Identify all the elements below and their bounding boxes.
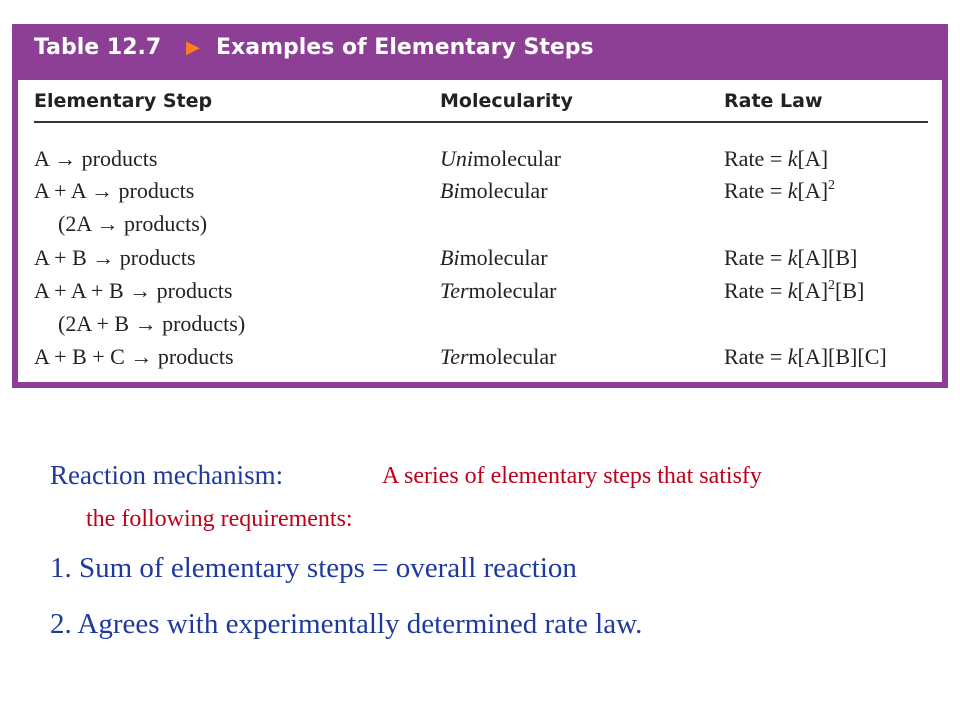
- step-cell: A → products: [34, 146, 158, 171]
- table-label: Table 12.7: [34, 35, 162, 60]
- column-header-rate-law: Rate Law: [724, 90, 823, 112]
- step-cell: A + A → products: [34, 178, 195, 203]
- header-divider: [34, 121, 928, 123]
- elementary-steps-table: [12, 24, 948, 388]
- rate-law-cell: Rate = k[A][B]: [724, 245, 858, 270]
- column-header-molecularity: Molecularity: [440, 90, 573, 112]
- molecularity-cell: Bimolecular: [440, 245, 548, 270]
- molecularity-cell: Termolecular: [440, 278, 557, 303]
- step-cell: A + A + B → products: [34, 278, 233, 303]
- rate-law-cell: Rate = k[A][B][C]: [724, 344, 887, 369]
- molecularity-cell: Unimolecular: [440, 146, 561, 171]
- rate-law-cell: Rate = $k[A]^2[B]$: [724, 278, 865, 303]
- rate-law-cell: Rate = k[A]: [724, 146, 829, 171]
- triangle-arrow-icon: ▶: [186, 37, 200, 58]
- table-title: Examples of Elementary Steps: [216, 35, 594, 60]
- mechanism-definition-line-1: A series of elementary steps that satisfy: [382, 463, 762, 489]
- molecularity-cell: Bimolecular: [440, 178, 548, 203]
- step-cell: A + B + C → products: [34, 344, 234, 369]
- rate-law-cell: Rate = $k[A]^2$: [724, 178, 836, 203]
- step-cell: A + B → products: [34, 245, 196, 270]
- mechanism-term: Reaction mechanism:: [50, 460, 284, 490]
- step-note-cell: (2A → products): [58, 211, 208, 236]
- requirement-1: 1. Sum of elementary steps = overall reaction: [50, 552, 577, 584]
- column-header-step: Elementary Step: [34, 90, 213, 112]
- requirement-2: 2. Agrees with experimentally determined rate law.: [50, 608, 643, 640]
- mechanism-definition-line-2: the following requirements:: [86, 506, 353, 532]
- molecularity-cell: Termolecular: [440, 344, 557, 369]
- step-note-cell: (2A + B → products): [58, 311, 246, 336]
- table-header-bar: [18, 24, 942, 80]
